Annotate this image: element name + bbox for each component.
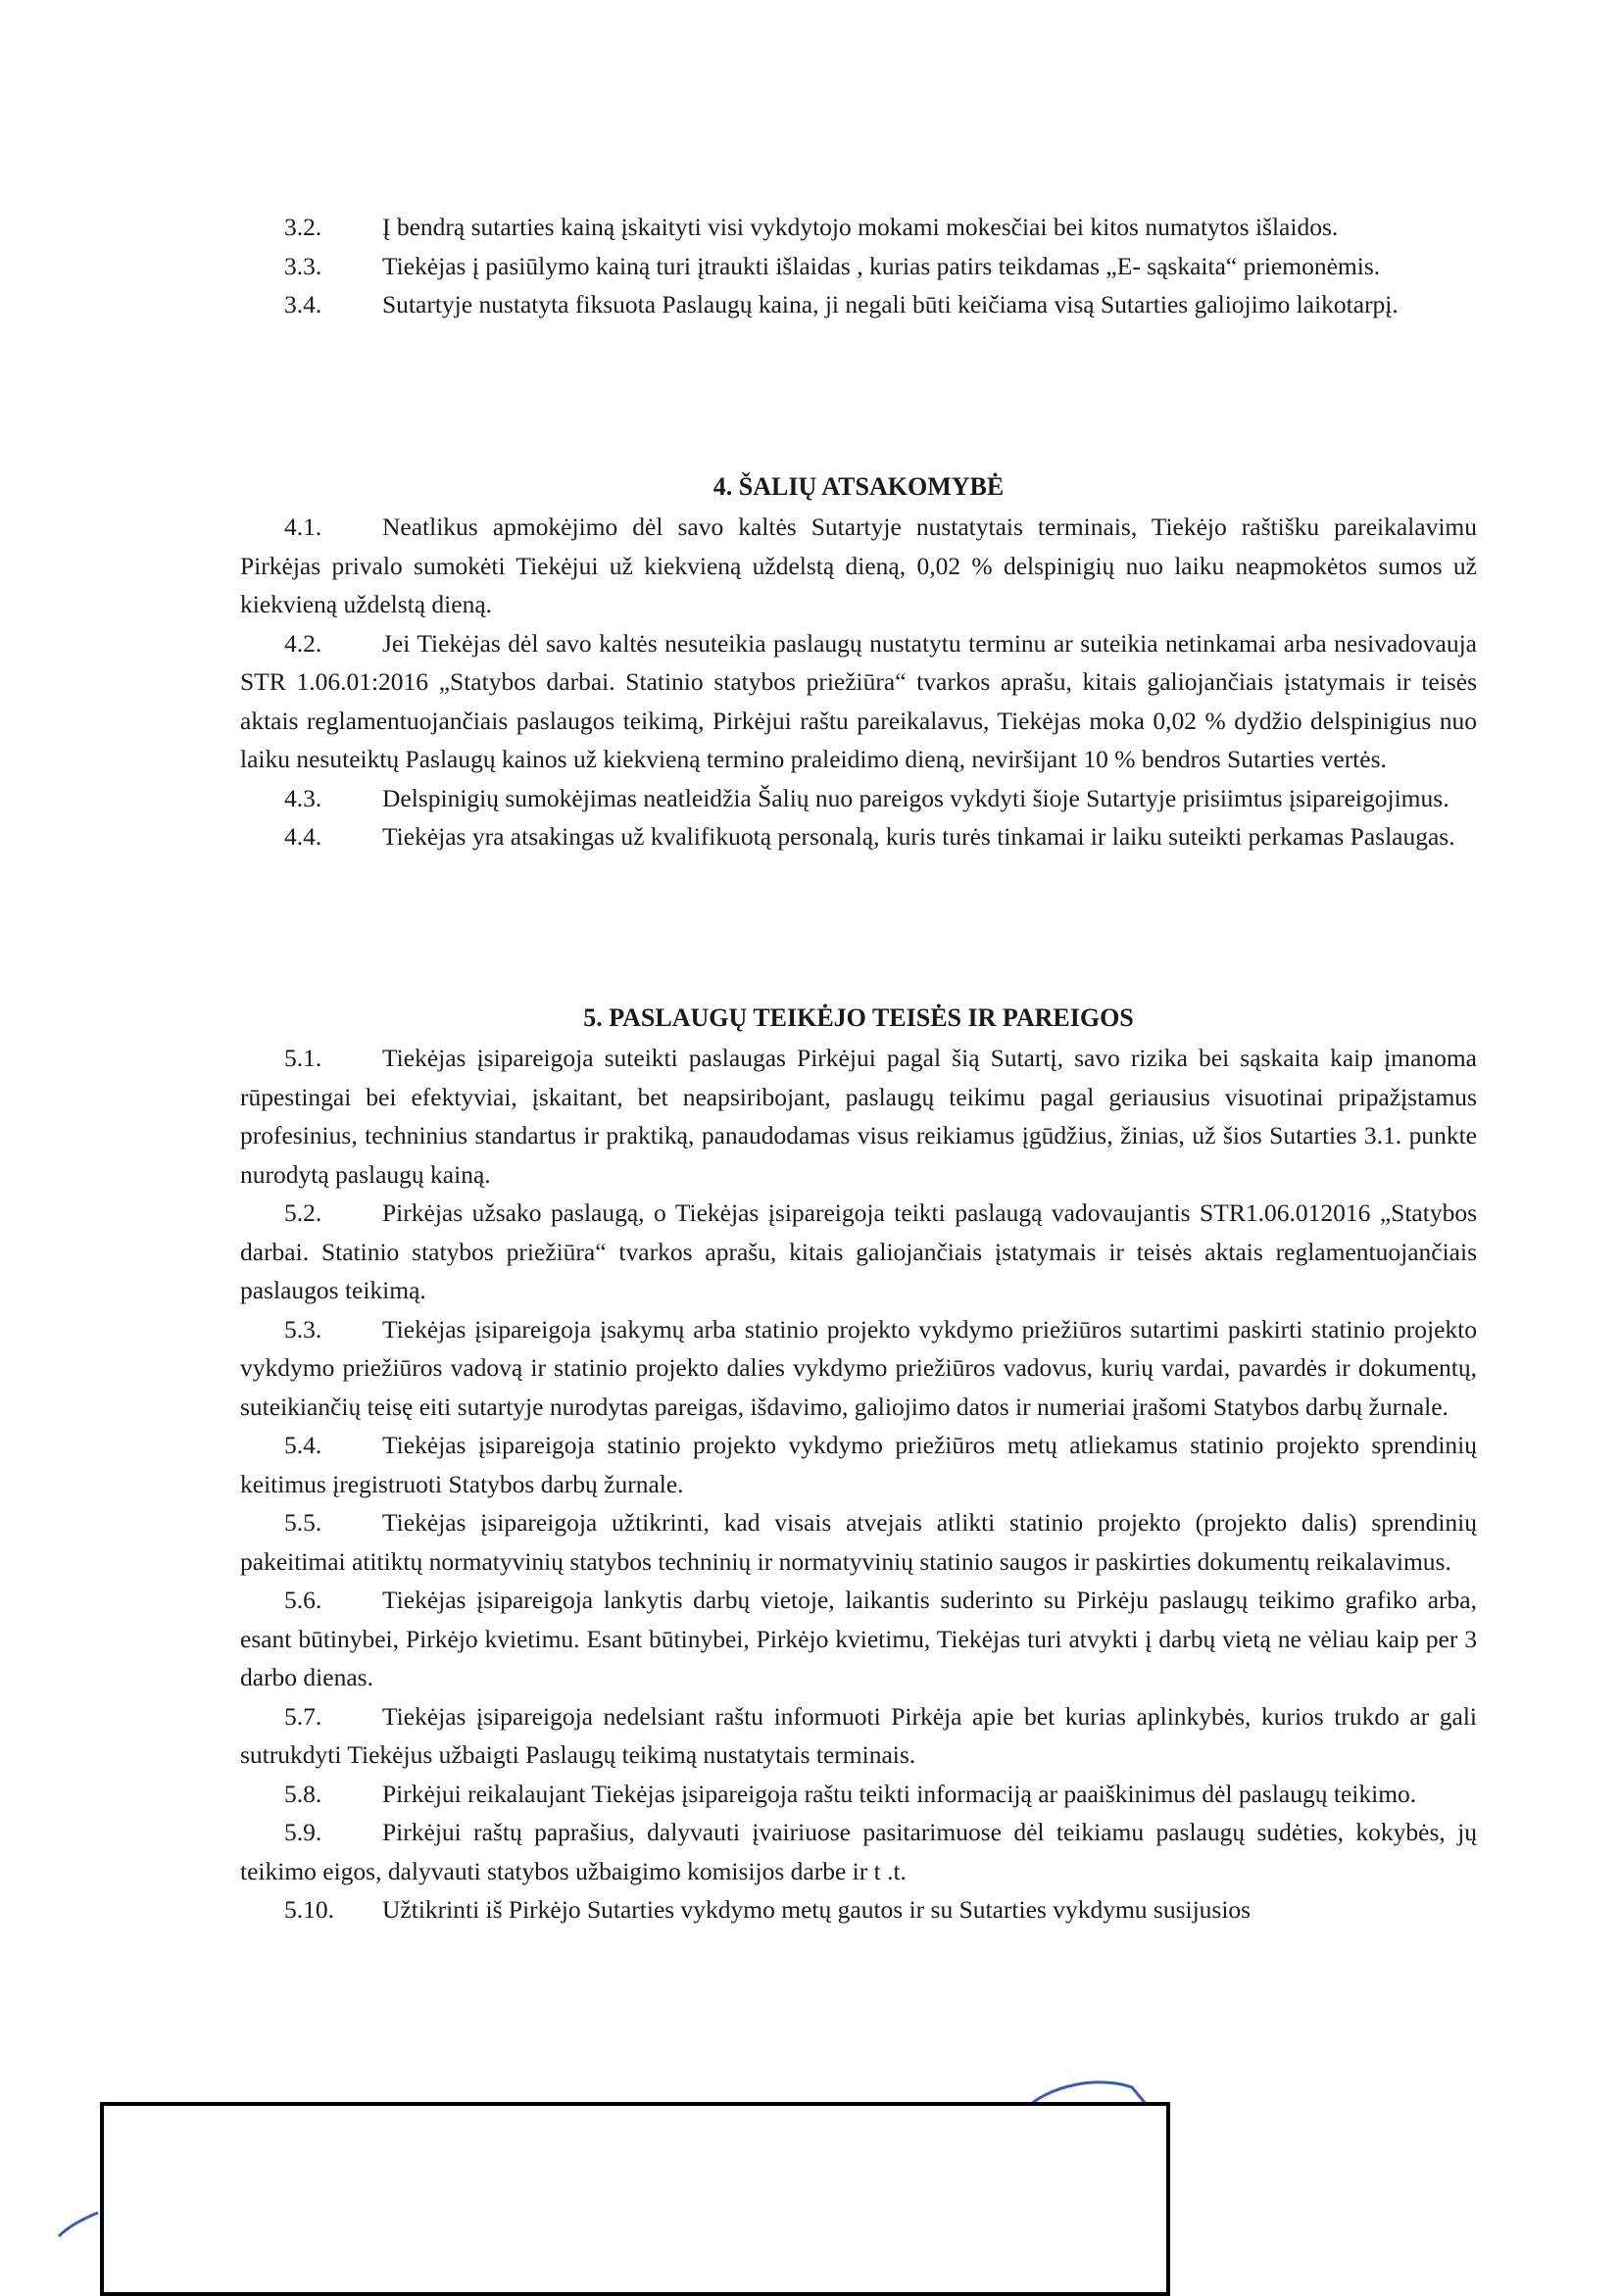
paragraph-5-10: 5.10. Užtikrinti iš Pirkėjo Sutarties vykdymo metų gautos ir su Sutarties vykdymu susijusios — [284, 1895, 1252, 1924]
paragraph-5-4: 5.4. Tiekėjas įsipareigoja statinio projekto vykdymo priežiūros metų atliekamus statinio projekto sprendinių keitimus įregistruoti Statybos darbų žurnale. — [240, 1431, 1477, 1498]
section-4-heading: 4. ŠALIŲ ATSAKOMYBĖ — [712, 472, 1005, 501]
paragraph-5-3: 5.3. Tiekėjas įsipareigoja įsakymų arba statinio projekto vykdymo priežiūros sutartimi paskirti statinio projekto vykdymo priežiūros vadovą ir statinio projekto dalies vykdymo priežiūros vadovus, kurių vardai, pavardės ir dokumentų, suteikiančių teisę eiti sutartyje nurodytas pareigas, išdavimo, galiojimo datos ir numeriai įrašomi Statybos darbų žurnale. — [240, 1314, 1477, 1421]
section-5-heading: 5. PASLAUGŲ TEIKĖJO TEISĖS IR PAREIGOS — [583, 1003, 1134, 1032]
signature-ink-stroke — [54, 2205, 103, 2249]
paragraph-5-2: 5.2. Pirkėjas užsako paslaugą, o Tiekėjas įsipareigoja teikti paslaugą vadovaujantis STR1.06.012016 „Statybos darbai. Statinio statybos priežiūra“ tvarkos aprašu, kitais galiojančiais įstatymais ir teisės aktais reglamentuojančiais paslaugos teikimą. — [240, 1198, 1477, 1304]
paragraph-5-6: 5.6. Tiekėjas įsipareigoja lankytis darbų vietoje, laikantis suderinto su Pirkėju paslaugų teikimo grafiko arba, esant būtinybei, Pirkėjo kvietimu. Esant būtinybei, Pirkėjo kvietimu, Tiekėjas turi atvykti į darbų vietą ne vėliau kaip per 3 darbo dienas. — [240, 1586, 1477, 1691]
paragraph-5-7: 5.7. Tiekėjas įsipareigoja nedelsiant raštu informuoti Pirkėja apie bet kurias aplinkybės, kurios trukdo ar gali sutrukdyti Tiekėjus užbaigti Paslaugų teikimą nustatytais terminais. — [240, 1701, 1477, 1769]
paragraph-5-9: 5.9. Pirkėjui raštų paprašius, dalyvauti įvairiuose pasitarimuose dėl teikiamu paslaugų sudėties, kokybės, jų teikimo eigos, dalyvauti statybos užbaigimo komisijos darbe ir t .t. — [240, 1818, 1477, 1885]
paragraph-3-4: 3.4. Sutartyje nustatyta fiksuota Paslaugų kaina, ji negali būti keičiama visą Sutarties galiojimo laikotarpį. — [284, 290, 1399, 318]
paragraph-5-5: 5.5. Tiekėjas įsipareigoja užtikrinti, kad visais atvejais atlikti statinio projekto (projekto dalis) sprendinių pakeitimai atitiktų normatyvinių statybos techninių ir normatyvinių statinio saugos ir paskirties dokumentų reikalavimus. — [240, 1508, 1477, 1576]
redaction-box — [100, 2102, 1170, 2296]
section-5 — [240, 1039, 1477, 1930]
paragraph-3-3: 3.3. Tiekėjas į pasiūlymo kainą turi įtraukti išlaidas , kurias patirs teikdamas „E- sąskaita“ priemonėmis. — [284, 251, 1381, 280]
paragraph-3-2: 3.2. Į bendrą sutarties kainą įskaityti visi vykdytojo mokami mokesčiai bei kitos numatytos išlaidos. — [284, 213, 1339, 241]
paragraph-4-3: 4.3. Delspinigių sumokėjimas neatleidžia Šalių nuo pareigos vykdyti šioje Sutartyje prisiimtus įsipareigojimus. — [284, 783, 1449, 812]
paragraph-5-1: 5.1. Tiekėjas įsipareigoja suteikti paslaugas Pirkėjui pagal šią Sutartį, savo rizika bei sąskaita kaip įmanoma rūpestingai bei efektyviai, įskaitant, bet neapsiribojant, paslaugų teikimu pagal geriausius visuotinai pripažįstamus profesinius, techninius standartus ir praktiką, panaudodamas visus reikiamus įgūdžius, žinias, už šios Sutarties 3.1. punkte nurodytą paslaugų kainą. — [240, 1044, 1477, 1189]
paragraph-5-8: 5.8. Pirkėjui reikalaujant Tiekėjas įsipareigoja raštu teikti informaciją ar paaiškinimus dėl paslaugų teikimo. — [284, 1779, 1417, 1808]
paragraph-4-1: 4.1. Neatlikus apmokėjimo dėl savo kaltės Sutartyje nustatytais terminais, Tiekėjo raštišku pareikalavimu Pirkėjas privalo sumokėti Tiekėjui už kiekvieną uždelstą dieną, 0,02 % delspinigių nuo laiku neapmokėtos sumos už kiekvieną uždelstą dieną. — [240, 513, 1477, 618]
section-3 — [240, 208, 1477, 324]
section-4 — [240, 508, 1477, 856]
paragraph-4-2: 4.2. Jei Tiekėjas dėl savo kaltės nesuteikia paslaugų nustatytu terminu ar suteikia netinkamai arba nesivadovauja STR 1.06.01:2016 „Statybos darbai. Statinio statybos priežiūra“ tvarkos aprašu, kitais galiojančiais įstatymais ir teisės aktais reglamentuojančiais paslaugos teikimą, Pirkėjui raštu pareikalavus, Tiekėjas moka 0,02 % dydžio delspinigius nuo laiku nesuteiktų Paslaugų kainos už kiekvieną termino praleidimo dieną, neviršijant 10 % bendros Sutarties vertės. — [240, 628, 1477, 773]
paragraph-4-4: 4.4. Tiekėjas yra atsakingas už kvalifikuotą personalą, kuris turės tinkamai ir laiku suteikti perkamas Paslaugas. — [284, 822, 1455, 851]
